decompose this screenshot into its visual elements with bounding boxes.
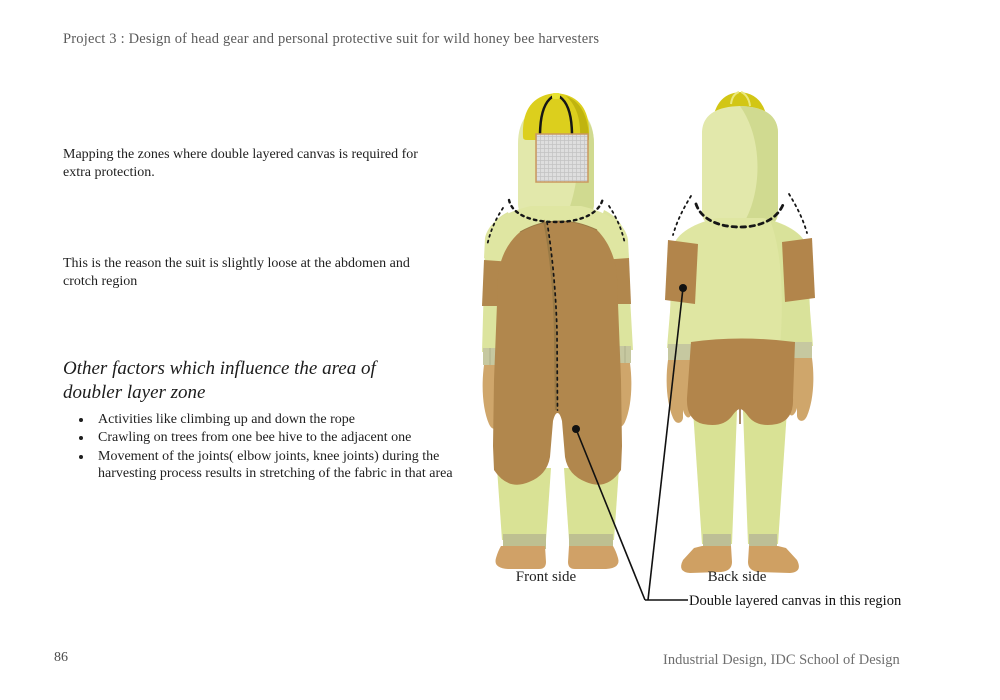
bullet-item: • Crawling on trees from one bee hive to the adjacent one	[93, 429, 493, 446]
page-number: 86	[54, 650, 68, 665]
annotation-leader-line	[648, 288, 683, 600]
suit-illustration	[440, 80, 1000, 625]
footer-credit: Industrial Design, IDC School of Design	[663, 652, 900, 668]
project-title: Project 3 : Design of head gear and personal protective suit for wild honey bee harvesters	[63, 31, 600, 47]
ankle-cuff	[703, 534, 731, 548]
back-left-leg	[693, 410, 737, 544]
reason-paragraph: This is the reason the suit is slightly loose at the abdomen and crotch region	[63, 256, 410, 290]
ankle-cuff	[749, 534, 777, 548]
factors-bullet-list	[63, 411, 493, 483]
bullet-item: • Activities like climbing up and down the rope	[93, 411, 493, 428]
back-side-label: Back side	[707, 569, 767, 585]
front-right-foot	[568, 546, 619, 569]
section-heading: Other factors which influence the area of doubler layer zone	[63, 358, 376, 404]
annotation-label: Double layered canvas in this region	[689, 593, 902, 609]
double-layer-canvas-back	[687, 339, 795, 426]
bullet-item: • Movement of the joints( elbow joints, knee joints) during the harvesting process results in stretching of the fabric in that area	[93, 448, 493, 483]
back-suit-figure	[665, 92, 815, 573]
wrist-cuff	[668, 344, 693, 360]
front-left-foot	[496, 546, 547, 569]
mesh-visor	[536, 134, 588, 182]
back-right-leg	[743, 410, 787, 544]
front-suit-figure	[482, 93, 633, 569]
back-left-hand	[667, 360, 691, 423]
mapping-paragraph: Mapping the zones where double layered canvas is required for extra protection.	[63, 147, 418, 181]
shoulder-seam-dotted	[789, 194, 807, 233]
front-side-label: Front side	[515, 569, 577, 585]
elbow-patch	[782, 238, 815, 302]
hard-hat-knob	[552, 93, 560, 99]
inseam-gap	[554, 416, 562, 484]
